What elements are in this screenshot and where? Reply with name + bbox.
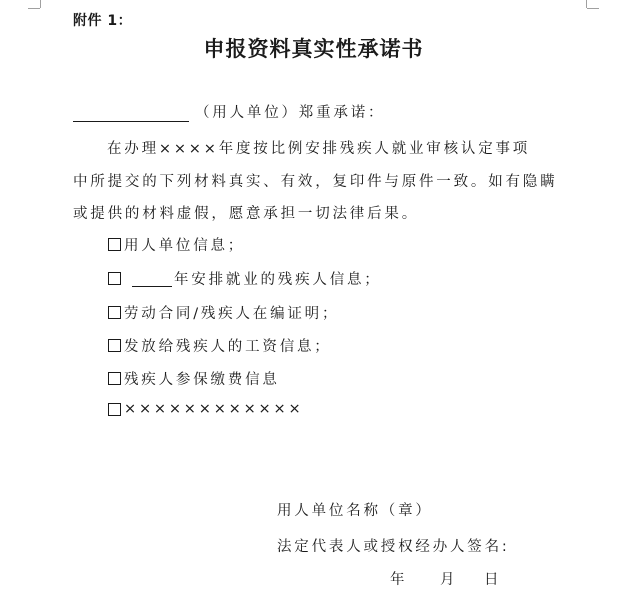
year-blank: [132, 271, 172, 287]
checklist-item-unit-info: [108, 234, 245, 255]
crop-mark-top-left-horizontal: [28, 8, 40, 9]
unit-name-blank: [73, 106, 189, 122]
paragraph-line-3: 或提供的材料虚假，愿意承担一切法律后果。: [73, 206, 419, 222]
checkbox-unit-info: [108, 238, 121, 251]
date-day-label: 日: [484, 572, 499, 588]
paragraph-line-1: 在办理××××年度按比例安排残疾人就业审核认定事项: [107, 141, 531, 157]
crop-mark-top-right-horizontal: [587, 8, 599, 9]
checklist-item-insurance-info: [108, 368, 280, 389]
checklist-item-employed-disabled: [108, 268, 382, 289]
checklist-item-text: 残疾人参保缴费信息: [124, 372, 280, 388]
checkbox-insurance-info: [108, 372, 121, 385]
checklist-item-text: ××××××××××××: [124, 401, 304, 417]
date-month-label: 月: [440, 572, 455, 588]
attachment-label: 附件 1：: [73, 13, 133, 29]
crop-mark-top-right-vertical: [586, 0, 587, 8]
checkbox-labor-contract: [108, 306, 121, 319]
checklist-item-labor-contract: [108, 302, 339, 323]
checklist-item-wage-info: [108, 335, 332, 356]
checklist-item-text: 年安排就业的残疾人信息；: [174, 272, 382, 288]
date-year-label: 年: [390, 572, 405, 588]
pledge-intro-text: （用人单位）郑重承诺：: [195, 105, 386, 121]
paragraph-line-2: 中所提交的下列材料真实、有效，复印件与原件一致。如有隐瞒: [73, 174, 558, 190]
signature-representative: 法定代表人或授权经办人签名:: [277, 539, 510, 555]
signature-unit-name: 用人单位名称（章）: [277, 503, 433, 519]
checkbox-wage-info: [108, 339, 121, 352]
checklist-item-text: 劳动合同/残疾人在编证明；: [124, 306, 340, 322]
crop-mark-top-left-vertical: [40, 0, 41, 8]
checkbox-employed-disabled: [108, 272, 121, 285]
checklist-item-placeholder: [108, 401, 303, 417]
checkbox-placeholder: [108, 403, 121, 416]
checklist-item-text: 用人单位信息；: [124, 238, 246, 254]
document-title: 申报资料真实性承诺书: [203, 37, 424, 61]
pledge-intro-line: [73, 101, 385, 122]
checklist-item-text: 发放给残疾人的工资信息；: [124, 339, 332, 355]
